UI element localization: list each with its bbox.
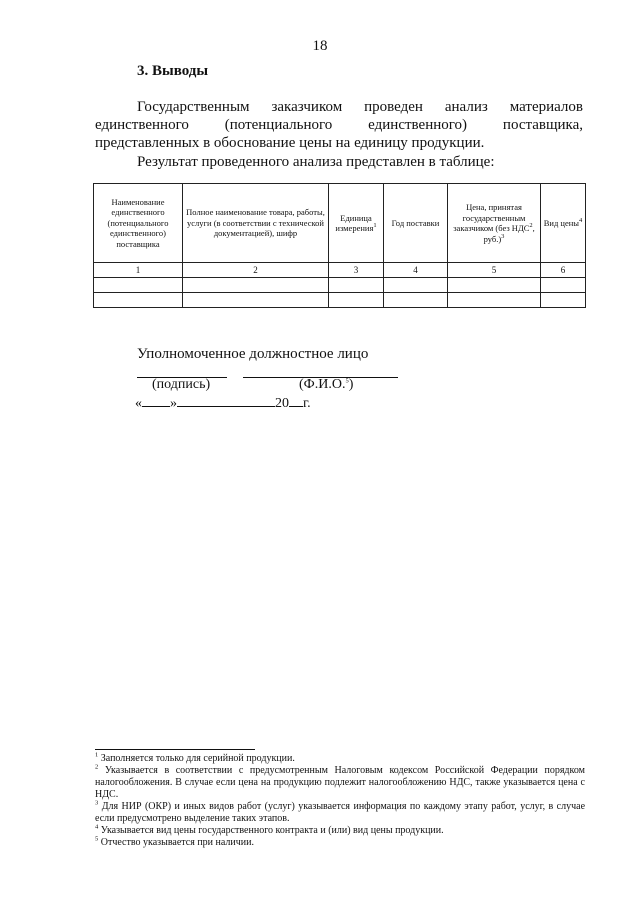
table-cell xyxy=(541,293,586,308)
table-cell xyxy=(384,293,448,308)
table-cell xyxy=(448,278,541,293)
table-row xyxy=(94,293,586,308)
table-cell xyxy=(384,278,448,293)
table-intro-paragraph: Результат проведенного анализа представлен в таблице: xyxy=(137,154,495,170)
footnote: $^1$ Заполняется только для серийной продукции. xyxy=(95,751,295,764)
table-cell xyxy=(448,293,541,308)
footnote-separator xyxy=(95,749,255,750)
header-supplier-name: Наименование единственного (потенциального единственного) поставщика xyxy=(94,184,183,263)
footnote: $^2$ Указывается в соответствии с предусмотренным Налоговым кодексом Российской Федерации порядком налогообложения. В случае если цена на продукцию подлежит налогообложению НДС, также указывается цена с НДС. xyxy=(95,763,585,800)
table-cell xyxy=(541,278,586,293)
column-number: 4 xyxy=(384,263,448,278)
full-name-caption: (Ф.И.О.$^5$) xyxy=(299,377,354,392)
footnote: $^5$ Отчество указывается при наличии. xyxy=(95,835,254,848)
table-cell xyxy=(94,278,183,293)
column-number: 3 xyxy=(329,263,384,278)
footnotes xyxy=(95,753,585,849)
header-product-name: Полное наименование товара, работы, услуги (в соответствии с технической документацией), шифр xyxy=(183,184,329,263)
footnote: $^4$ Указывается вид цены государственного контракта и (или) вид цены продукции. xyxy=(95,823,444,836)
column-number: 1 xyxy=(94,263,183,278)
column-number: 6 xyxy=(541,263,586,278)
column-number: 2 xyxy=(183,263,329,278)
date-line: « » 20 г. xyxy=(135,396,311,411)
table-cell xyxy=(94,293,183,308)
table-row xyxy=(94,278,586,293)
page-number: 18 xyxy=(312,38,328,54)
price-analysis-table xyxy=(93,183,586,308)
signature-caption: (подпись) xyxy=(152,377,211,392)
footnote: $^3$ Для НИР (ОКР) и иных видов работ (услуг) указывается информация по каждому этапу работ, услуг, в случае если предусмотрено выделение таких этапов. xyxy=(95,799,586,824)
header-price-type: Вид цены$^4$ xyxy=(541,184,586,263)
table-cell xyxy=(329,278,384,293)
table-header-row xyxy=(94,184,586,263)
section-title: 3. Выводы xyxy=(137,63,209,79)
table-cell xyxy=(329,293,384,308)
table-cell xyxy=(183,293,329,308)
header-delivery-year: Год поставки xyxy=(384,184,448,263)
header-accepted-price: Цена, принятая государственным заказчиком (без НДС$^2$, руб.)$^3$ xyxy=(448,184,541,263)
column-number: 5 xyxy=(448,263,541,278)
authorized-official-label: Уполномоченное должностное лицо xyxy=(137,346,369,362)
table-cell xyxy=(183,278,329,293)
table-column-numbers-row xyxy=(94,263,586,278)
conclusion-paragraph: Государственным заказчиком проведен анализ материалов единственного (потенциального единственного) поставщика, представленных в обоснование цены на единицу продукции. xyxy=(95,99,583,151)
header-unit: Единица измерения$^1$ xyxy=(329,184,384,263)
